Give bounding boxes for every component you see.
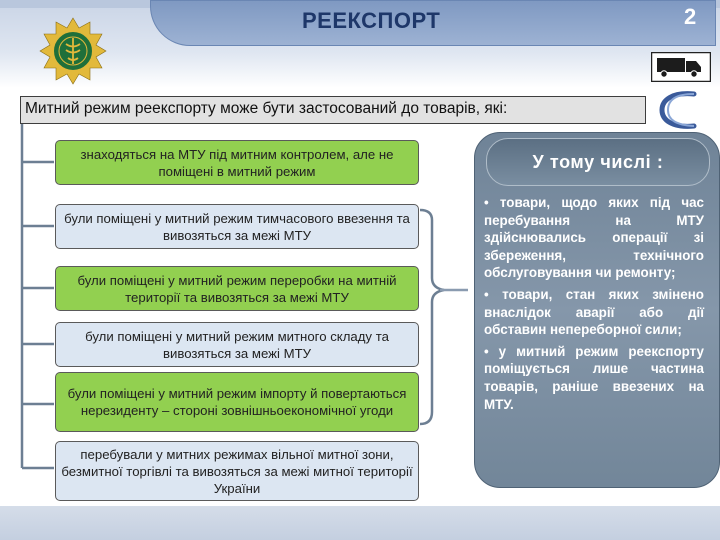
list-item: • у митний режим реекспорту поміщується лише частина товарів, раніше ввезених на МТУ.: [484, 343, 704, 412]
list-item: • товари, щодо яких під час перебування на МТУ здійснювались операції зі збереження, технічного обслуговування чи ремонту;: [484, 195, 704, 281]
page-number: 2: [684, 4, 697, 29]
intro-statement: Митний режим реекспорту може бути застосований до товарів, які:: [20, 96, 646, 124]
details-panel-heading: У тому числі :: [486, 138, 710, 186]
condition-box: були поміщені у митний режим тимчасового ввезення та вивозяться за межі МТУ: [55, 204, 419, 249]
curved-arrow-icon: [654, 88, 704, 132]
page-title: РЕЕКСПОРТ: [302, 8, 441, 33]
truck-icon: [651, 52, 711, 82]
condition-box: знаходяться на МТУ під митним контролем, але не поміщені в митний режим: [55, 140, 419, 185]
list-item: • товари, стан яких змінено внаслідок аварії або дії обставин непереборної сили;: [484, 286, 704, 338]
condition-box: були поміщені у митний режим переробки на митній території та вивозяться за межі МТУ: [55, 266, 419, 311]
condition-box: були поміщені у митний режим митного складу та вивозяться за межі МТУ: [55, 322, 419, 367]
customs-emblem-icon: [38, 16, 108, 86]
condition-box: перебували у митних режимах вільної митної зони, безмитної торгівлі та вивозяться за межі митної території України: [55, 441, 419, 501]
footer-bar: [0, 506, 720, 540]
condition-box: були поміщені у митний режим імпорту й повертаються нерезиденту – стороні зовнішньоекономічної угоди: [55, 372, 419, 432]
details-panel-list: [484, 194, 704, 417]
